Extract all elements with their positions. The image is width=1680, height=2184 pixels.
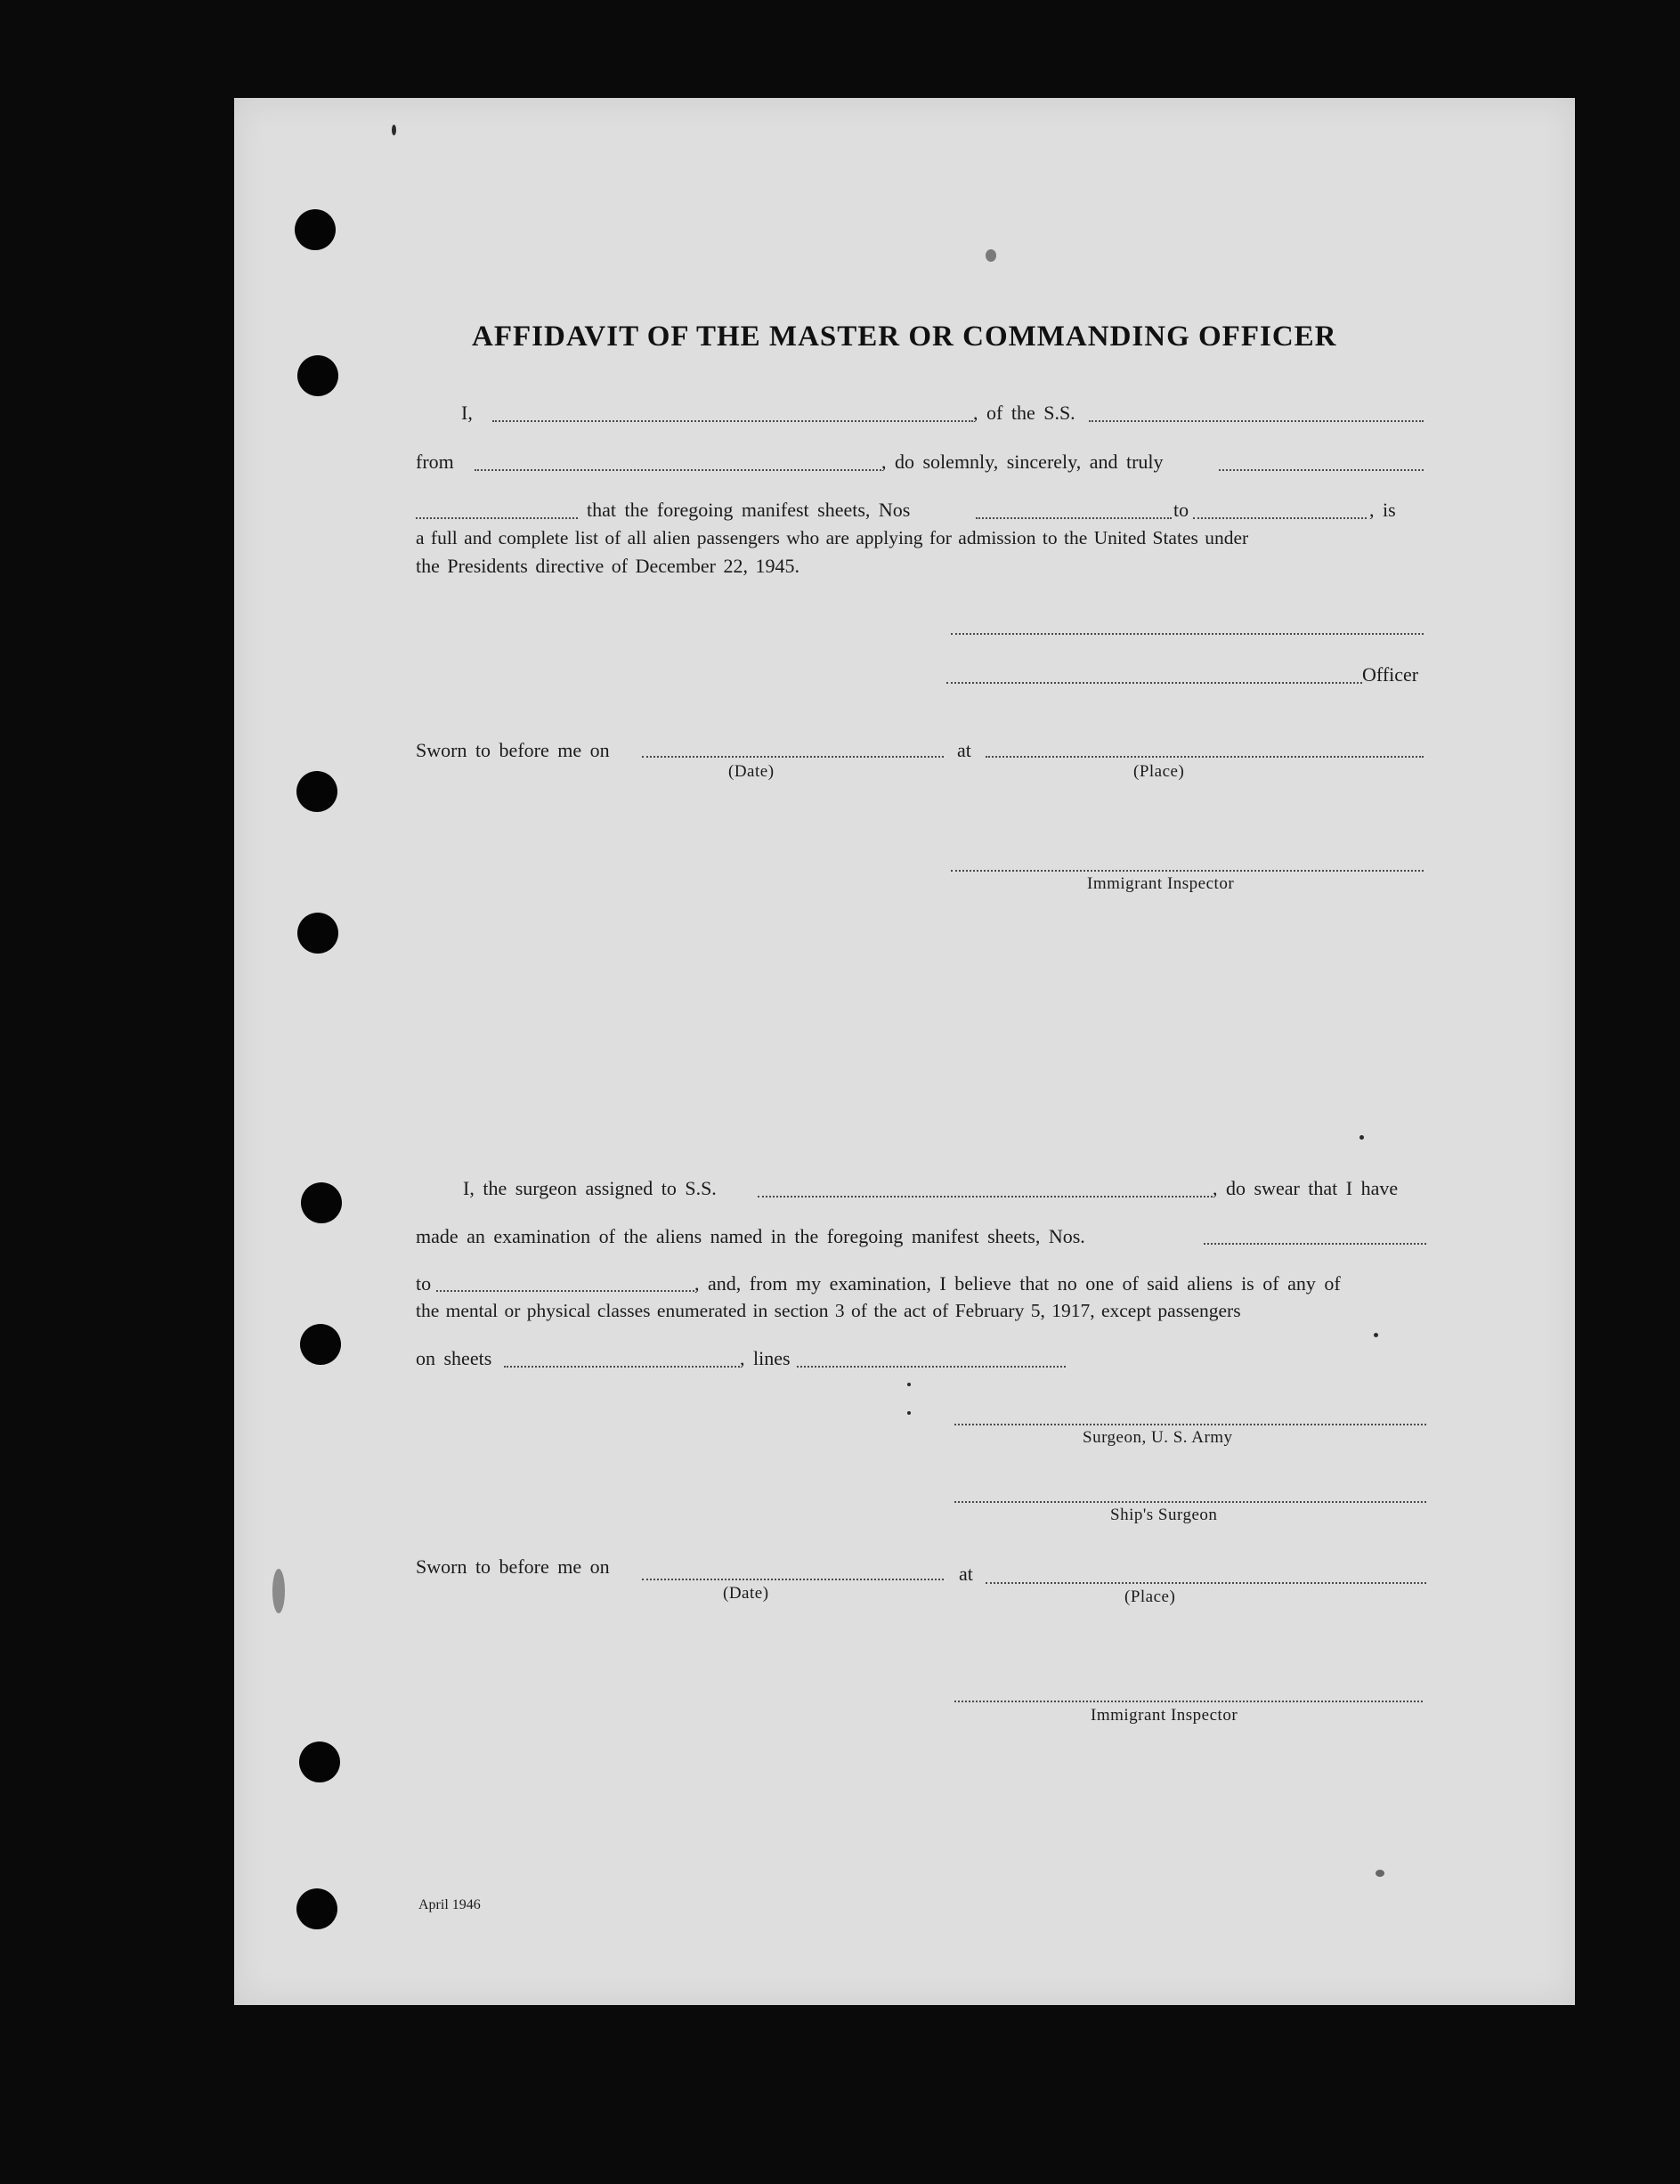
scan-speck [272, 1569, 285, 1613]
master-oath-field[interactable] [1219, 469, 1424, 471]
master-name-field[interactable] [492, 420, 973, 422]
sworn-at-label: at [957, 739, 971, 761]
sworn-label: Sworn to before me on [416, 1555, 610, 1578]
surgeon-exam-line: made an examination of the aliens named in the foregoing manifest sheets, Nos. [416, 1225, 1085, 1247]
master-i-label: I, [461, 402, 473, 424]
punch-hole [297, 913, 338, 954]
master-from-label: from [416, 451, 454, 473]
master-affirm-field[interactable] [416, 517, 578, 519]
surgeon-assigned-label: I, the surgeon assigned to S.S. [463, 1177, 717, 1199]
scan-speck [392, 125, 396, 135]
scan-speck [907, 1383, 911, 1386]
surgeon-manifest-to-field[interactable] [436, 1290, 694, 1292]
manifest-to-field[interactable] [1193, 517, 1367, 519]
sworn-place-field[interactable] [986, 756, 1424, 758]
surgeon-lines-label: , lines [740, 1347, 791, 1369]
master-is-label: , is [1369, 499, 1396, 521]
place-caption: (Place) [1124, 1587, 1176, 1606]
punch-hole [300, 1324, 341, 1365]
scan-speck [907, 1411, 911, 1415]
surgeon-lines-field[interactable] [797, 1366, 1066, 1368]
army-surgeon-signature-line[interactable] [954, 1424, 1426, 1425]
scan-speck [1376, 1870, 1384, 1877]
scan-speck [986, 249, 996, 262]
inspector-signature-line[interactable] [954, 1701, 1423, 1702]
form-date-footer: April 1946 [418, 1897, 481, 1912]
form-title: AFFIDAVIT OF THE MASTER OR COMMANDING OFFICER [472, 321, 1337, 353]
inspector-caption: Immigrant Inspector [1087, 874, 1235, 893]
surgeon-swear-label: , do swear that I have [1213, 1177, 1399, 1199]
punch-hole [296, 771, 337, 812]
surgeon-ship-field[interactable] [758, 1196, 1213, 1198]
date-caption: (Date) [723, 1584, 769, 1603]
sworn-place-field[interactable] [986, 1582, 1426, 1584]
officer-signature-line[interactable] [951, 633, 1424, 635]
sworn-date-field[interactable] [642, 756, 944, 758]
surgeon-manifest-from-field[interactable] [1204, 1243, 1426, 1245]
inspector-caption: Immigrant Inspector [1091, 1706, 1238, 1725]
ship-surgeon-caption: Ship's Surgeon [1110, 1506, 1218, 1524]
scan-speck [1374, 1333, 1378, 1337]
master-ship-label: , of the S.S. [973, 402, 1075, 424]
punch-hole [296, 1888, 337, 1929]
officer-name-field[interactable] [946, 682, 1362, 684]
surgeon-belief-line: , and, from my examination, I believe that no one of said aliens is of any of [694, 1272, 1341, 1295]
sworn-at-label: at [959, 1563, 973, 1585]
surgeon-to-label: to [416, 1272, 432, 1295]
punch-hole [297, 355, 338, 396]
sworn-date-field[interactable] [642, 1579, 944, 1580]
master-solemnly-label: , do solemnly, sincerely, and truly [881, 451, 1164, 473]
master-manifest-label: that the foregoing manifest sheets, Nos [587, 499, 911, 521]
date-caption: (Date) [728, 762, 775, 781]
master-statement-line: the Presidents directive of December 22, 1945. [416, 555, 799, 577]
army-surgeon-caption: Surgeon, U. S. Army [1083, 1428, 1233, 1447]
punch-hole [299, 1742, 340, 1782]
inspector-signature-line[interactable] [951, 870, 1424, 872]
ship-surgeon-signature-line[interactable] [954, 1501, 1426, 1503]
master-from-field[interactable] [475, 469, 881, 471]
scan-speck [1359, 1135, 1364, 1140]
punch-hole [295, 209, 336, 250]
master-to-label: to [1173, 499, 1189, 521]
manifest-from-field[interactable] [976, 517, 1172, 519]
punch-hole [301, 1182, 342, 1223]
master-statement-line: a full and complete list of all alien passengers who are applying for admission to the United States under [416, 527, 1249, 548]
surgeon-classes-line: the mental or physical classes enumerated in section 3 of the act of February 5, 1917, except passengers [416, 1300, 1241, 1321]
surgeon-sheets-label: on sheets [416, 1347, 492, 1369]
place-caption: (Place) [1133, 762, 1185, 781]
sworn-label: Sworn to before me on [416, 739, 610, 761]
surgeon-sheets-field[interactable] [504, 1366, 740, 1368]
form-sheet [234, 98, 1575, 2005]
officer-label: Officer [1362, 663, 1419, 686]
master-ship-field[interactable] [1089, 420, 1424, 422]
